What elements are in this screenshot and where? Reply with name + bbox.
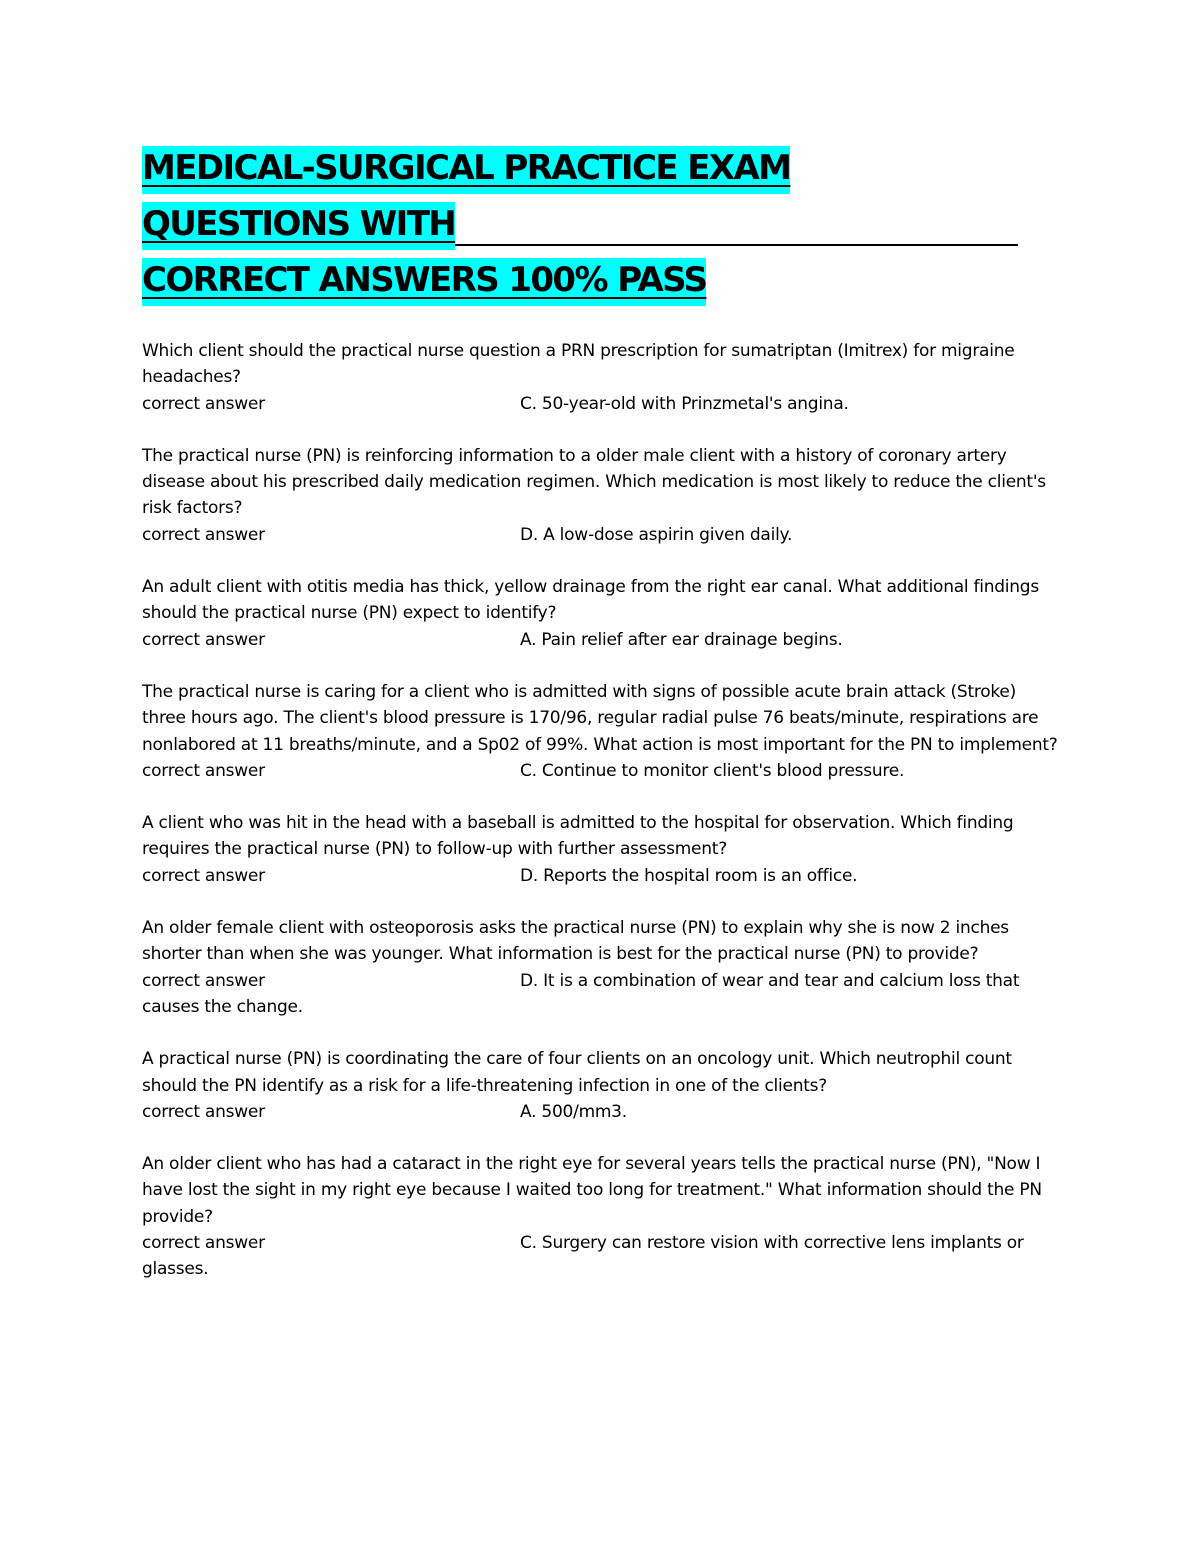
qa-list [142,338,1062,1283]
answer-text: D. Reports the hospital room is an office. [520,865,858,886]
answer-label: correct answer [142,629,265,650]
qa-item [142,338,1062,417]
title-text-2: QUESTIONS WITH [142,202,455,250]
qa-item [142,1046,1062,1125]
document-page [142,140,1062,1309]
title-line-2 [142,196,1062,252]
answer-text: C. Continue to monitor client's blood pressure. [520,760,905,781]
answer-row [142,863,1062,889]
answer-row [142,968,1062,1021]
question-text: A practical nurse (PN) is coordinating the care of four clients on an oncology unit. Which neutrophil count should the PN identify as a risk for a life-threatening infection in one of the clients? [142,1049,1012,1096]
qa-item [142,574,1062,653]
title-line-3 [142,252,1062,308]
question-text: The practical nurse (PN) is reinforcing information to a older male client with a history of coronary artery disease about his prescribed daily medication regimen. Which medication is most likely to reduce the client's risk factors? [142,445,1046,519]
answer-row [142,522,1062,548]
title-text-3: CORRECT ANSWERS 100% PASS [142,258,706,306]
document-title [142,140,1062,308]
title-trailing-underline [455,204,1018,246]
question-text: An older female client with osteoporosis asks the practical nurse (PN) to explain why she is now 2 inches shorter than when she was younger. What information is best for the practical nurse (PN) to provide? [142,918,1009,965]
answer-label: correct answer [142,524,265,545]
title-text-1: MEDICAL-SURGICAL PRACTICE EXAM [142,146,790,194]
question-text: An older client who has had a cataract in the right eye for several years tells the practical nurse (PN), "Now I have lost the sight in my right eye because I waited too long for treatment." What information should the PN provide? [142,1154,1042,1227]
question-text: The practical nurse is caring for a client who is admitted with signs of possible acute brain attack (Stroke) three hours ago. The client's blood pressure is 170/96, regular radial pulse 76 beats/minute, respirations are nonlabored at 11 breaths/minute, and a Sp02 of 99%. What action is most important for the PN to implement? [142,681,1058,755]
answer-label: correct answer [142,970,265,991]
answer-text: C. 50-year-old with Prinzmetal's angina. [520,393,849,414]
answer-text: A. 500/mm3. [520,1101,627,1122]
answer-text: D. It is a combination of wear and tear and calcium loss that causes the change. [142,970,1020,1017]
answer-label: correct answer [142,1101,265,1122]
answer-row [142,627,1062,653]
answer-label: correct answer [142,865,265,886]
qa-item [142,679,1062,784]
question-text: A client who was hit in the head with a baseball is admitted to the hospital for observation. Which finding requires the practical nurse (PN) to follow-up with further assessment? [142,813,1014,860]
answer-label: correct answer [142,1233,265,1254]
answer-text: C. Surgery can restore vision with corrective lens implants or glasses. [142,1233,1024,1280]
answer-text: D. A low-dose aspirin given daily. [520,524,793,545]
answer-label: correct answer [142,393,265,414]
qa-item [142,1151,1062,1282]
question-text: An adult client with otitis media has thick, yellow drainage from the right ear canal. What additional findings should the practical nurse (PN) expect to identify? [142,577,1039,624]
qa-item [142,810,1062,889]
answer-row [142,1099,1062,1125]
question-text: Which client should the practical nurse question a PRN prescription for sumatriptan (Imitrex) for migraine headaches? [142,341,1015,388]
qa-item [142,443,1062,548]
answer-row [142,758,1062,784]
answer-text: A. Pain relief after ear drainage begins. [520,629,843,650]
qa-item [142,915,1062,1020]
title-line-1 [142,140,1062,196]
answer-label: correct answer [142,760,265,781]
answer-row [142,1230,1062,1283]
answer-row [142,391,1062,417]
